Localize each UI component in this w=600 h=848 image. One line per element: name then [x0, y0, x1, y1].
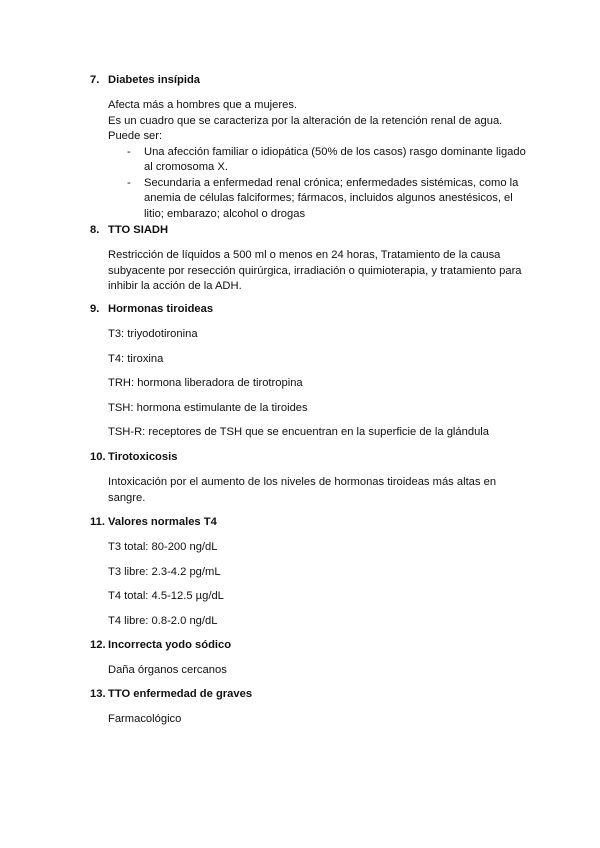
section-number: 9. [90, 303, 100, 315]
section-title: Incorrecta yodo sódico [108, 639, 232, 651]
section-title: Diabetes insípida [108, 74, 201, 86]
section-diabetes-insipida [90, 72, 530, 222]
list-item: T3 total: 80-200 ng/dL [108, 541, 218, 553]
section-heading [90, 514, 530, 530]
paragraph-line: Puede ser: [108, 130, 163, 142]
section-hormonas-tiroideas [90, 301, 530, 441]
list-item: TRH: hormona liberadora de tirotropina [108, 377, 303, 389]
section-heading [90, 686, 530, 702]
bullet-item [108, 145, 530, 176]
section-valores-normales-t4 [90, 514, 530, 629]
section-number: 10. [90, 451, 106, 463]
paragraph-line: Es un cuadro que se caracteriza por la alteración de la retención renal de agua. [108, 114, 503, 127]
paragraph-text: Restricción de líquidos a 500 ml o menos en 24 horas, Tratamiento de la causa subyacente por resección quirúrgica, irradiación o quimioterapia, y tratamiento para inhibir la acción de la ADH. [108, 249, 522, 292]
section-title: TTO SIADH [108, 224, 169, 236]
section-body [108, 248, 530, 295]
list-item: T4 total: 4.5-12.5 µg/dL [108, 590, 224, 602]
bullet-list [108, 145, 530, 223]
paragraph-text: Daña órganos cercanos [108, 664, 227, 676]
section-body [108, 712, 530, 728]
section-number: 7. [90, 74, 100, 86]
section-body [108, 475, 530, 506]
section-body [108, 327, 530, 441]
section-tto-siadh [90, 222, 530, 295]
section-number: 12. [90, 639, 106, 651]
section-title: TTO enfermedad de graves [108, 688, 253, 700]
paragraph-text: Intoxicación por el aumento de los niveles de hormonas tiroideas más altas en sangre. [108, 476, 497, 504]
bullet-text: Una afección familiar o idiopática (50% de los casos) rasgo dominante ligado al cromosoma X. [144, 145, 526, 173]
section-title: Hormonas tiroideas [108, 303, 214, 315]
section-title: Tirotoxicosis [108, 451, 178, 463]
section-tirotoxicosis [90, 449, 530, 506]
section-number: 13. [90, 688, 106, 700]
dash-bullet-icon: - [127, 176, 131, 189]
list-item: T4 libre: 0.8-2.0 ng/dL [108, 614, 218, 627]
bullet-text: Secundaria a enfermedad renal crónica; enfermedades sistémicas, como la anemia de células falciformes; fármacos, incluidos algunos anestésicos, el litio; embarazo; alcohol o drogas [144, 176, 519, 220]
section-heading [90, 72, 530, 88]
section-body [108, 663, 530, 679]
paragraph-line: Afecta más a hombres que a mujeres. [108, 99, 298, 111]
section-body [108, 98, 530, 222]
dash-bullet-icon: - [127, 145, 131, 158]
section-body [108, 540, 530, 629]
section-number: 8. [90, 224, 100, 236]
section-heading [90, 637, 530, 653]
paragraph-text: Farmacológico [108, 713, 182, 725]
section-heading [90, 449, 530, 465]
section-heading [90, 301, 530, 317]
list-item: TSH: hormona estimulante de la tiroides [108, 401, 308, 414]
section-heading [90, 222, 530, 238]
section-tto-enfermedad-graves [90, 686, 530, 728]
list-item: T3: triyodotironina [108, 328, 198, 340]
list-item: T3 libre: 2.3-4.2 pg/mL [108, 565, 221, 578]
section-number: 11. [90, 516, 105, 528]
list-item: T4: tiroxina [108, 352, 164, 365]
section-incorrecta-yodo-sodico [90, 637, 530, 679]
section-title: Valores normales T4 [108, 516, 217, 528]
list-item: TSH-R: receptores de TSH que se encuentran en la superficie de la glándula [108, 426, 490, 438]
bullet-item [108, 176, 530, 223]
